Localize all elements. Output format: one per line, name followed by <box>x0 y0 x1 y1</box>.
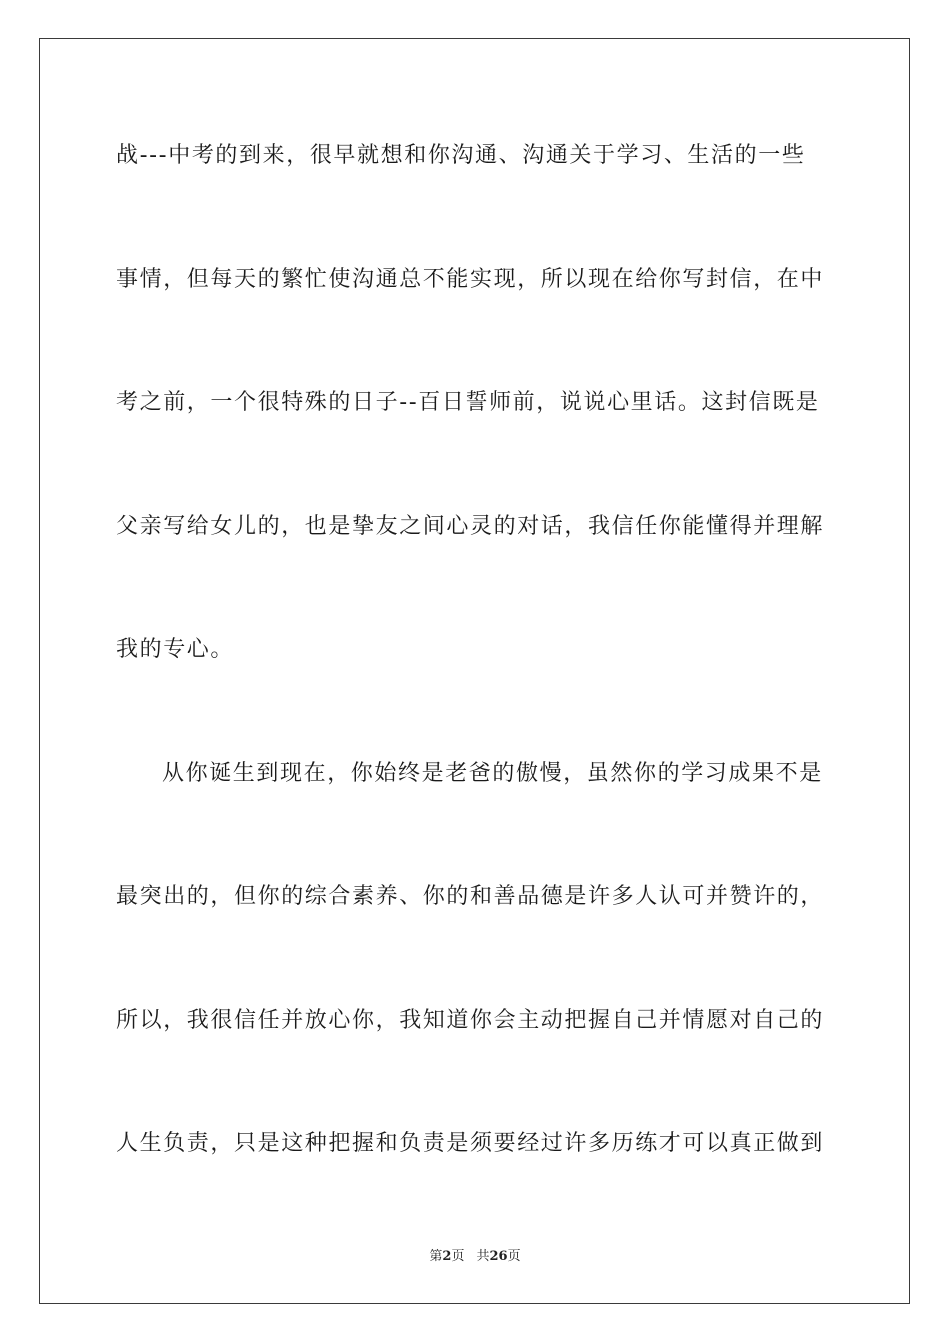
text-line: 最突出的，但你的综合素养、你的和善品德是许多人认可并赞许的， <box>116 884 825 909</box>
text-line: 人生负责，只是这种把握和负责是须要经过许多历练才可以真正做到 <box>116 1131 825 1156</box>
document-body <box>116 128 832 1240</box>
page-number: 2 <box>442 1249 452 1264</box>
text-line: 战---中考的到来，很早就想和你沟通、沟通关于学习、生活的一些 <box>116 143 806 168</box>
paragraph-start-line: 从你诞生到现在，你始终是老爸的傲慢，虽然你的学习成果不是 <box>162 760 823 786</box>
text-line: 我的专心。 <box>116 637 235 662</box>
page-footer <box>0 1245 950 1264</box>
text-line: 所以，我很信任并放心你，我知道你会主动把握自己并情愿对自己的 <box>116 1007 825 1033</box>
total-suffix: 页 <box>507 1249 521 1264</box>
text-line: 事情，但每天的繁忙使沟通总不能实现，所以现在给你写封信，在中 <box>116 266 825 292</box>
total-pages: 26 <box>489 1249 508 1264</box>
text-line: 考之前，一个很特殊的日子--百日誓师前，说说心里话。这封信既是 <box>116 390 820 415</box>
text-line: 父亲写给女儿的，也是挚友之间心灵的对话，我信任你能懂得并理解 <box>116 513 825 539</box>
page-prefix: 第 <box>429 1249 443 1264</box>
total-prefix: 共 <box>476 1249 490 1264</box>
page-suffix: 页 <box>451 1249 465 1264</box>
